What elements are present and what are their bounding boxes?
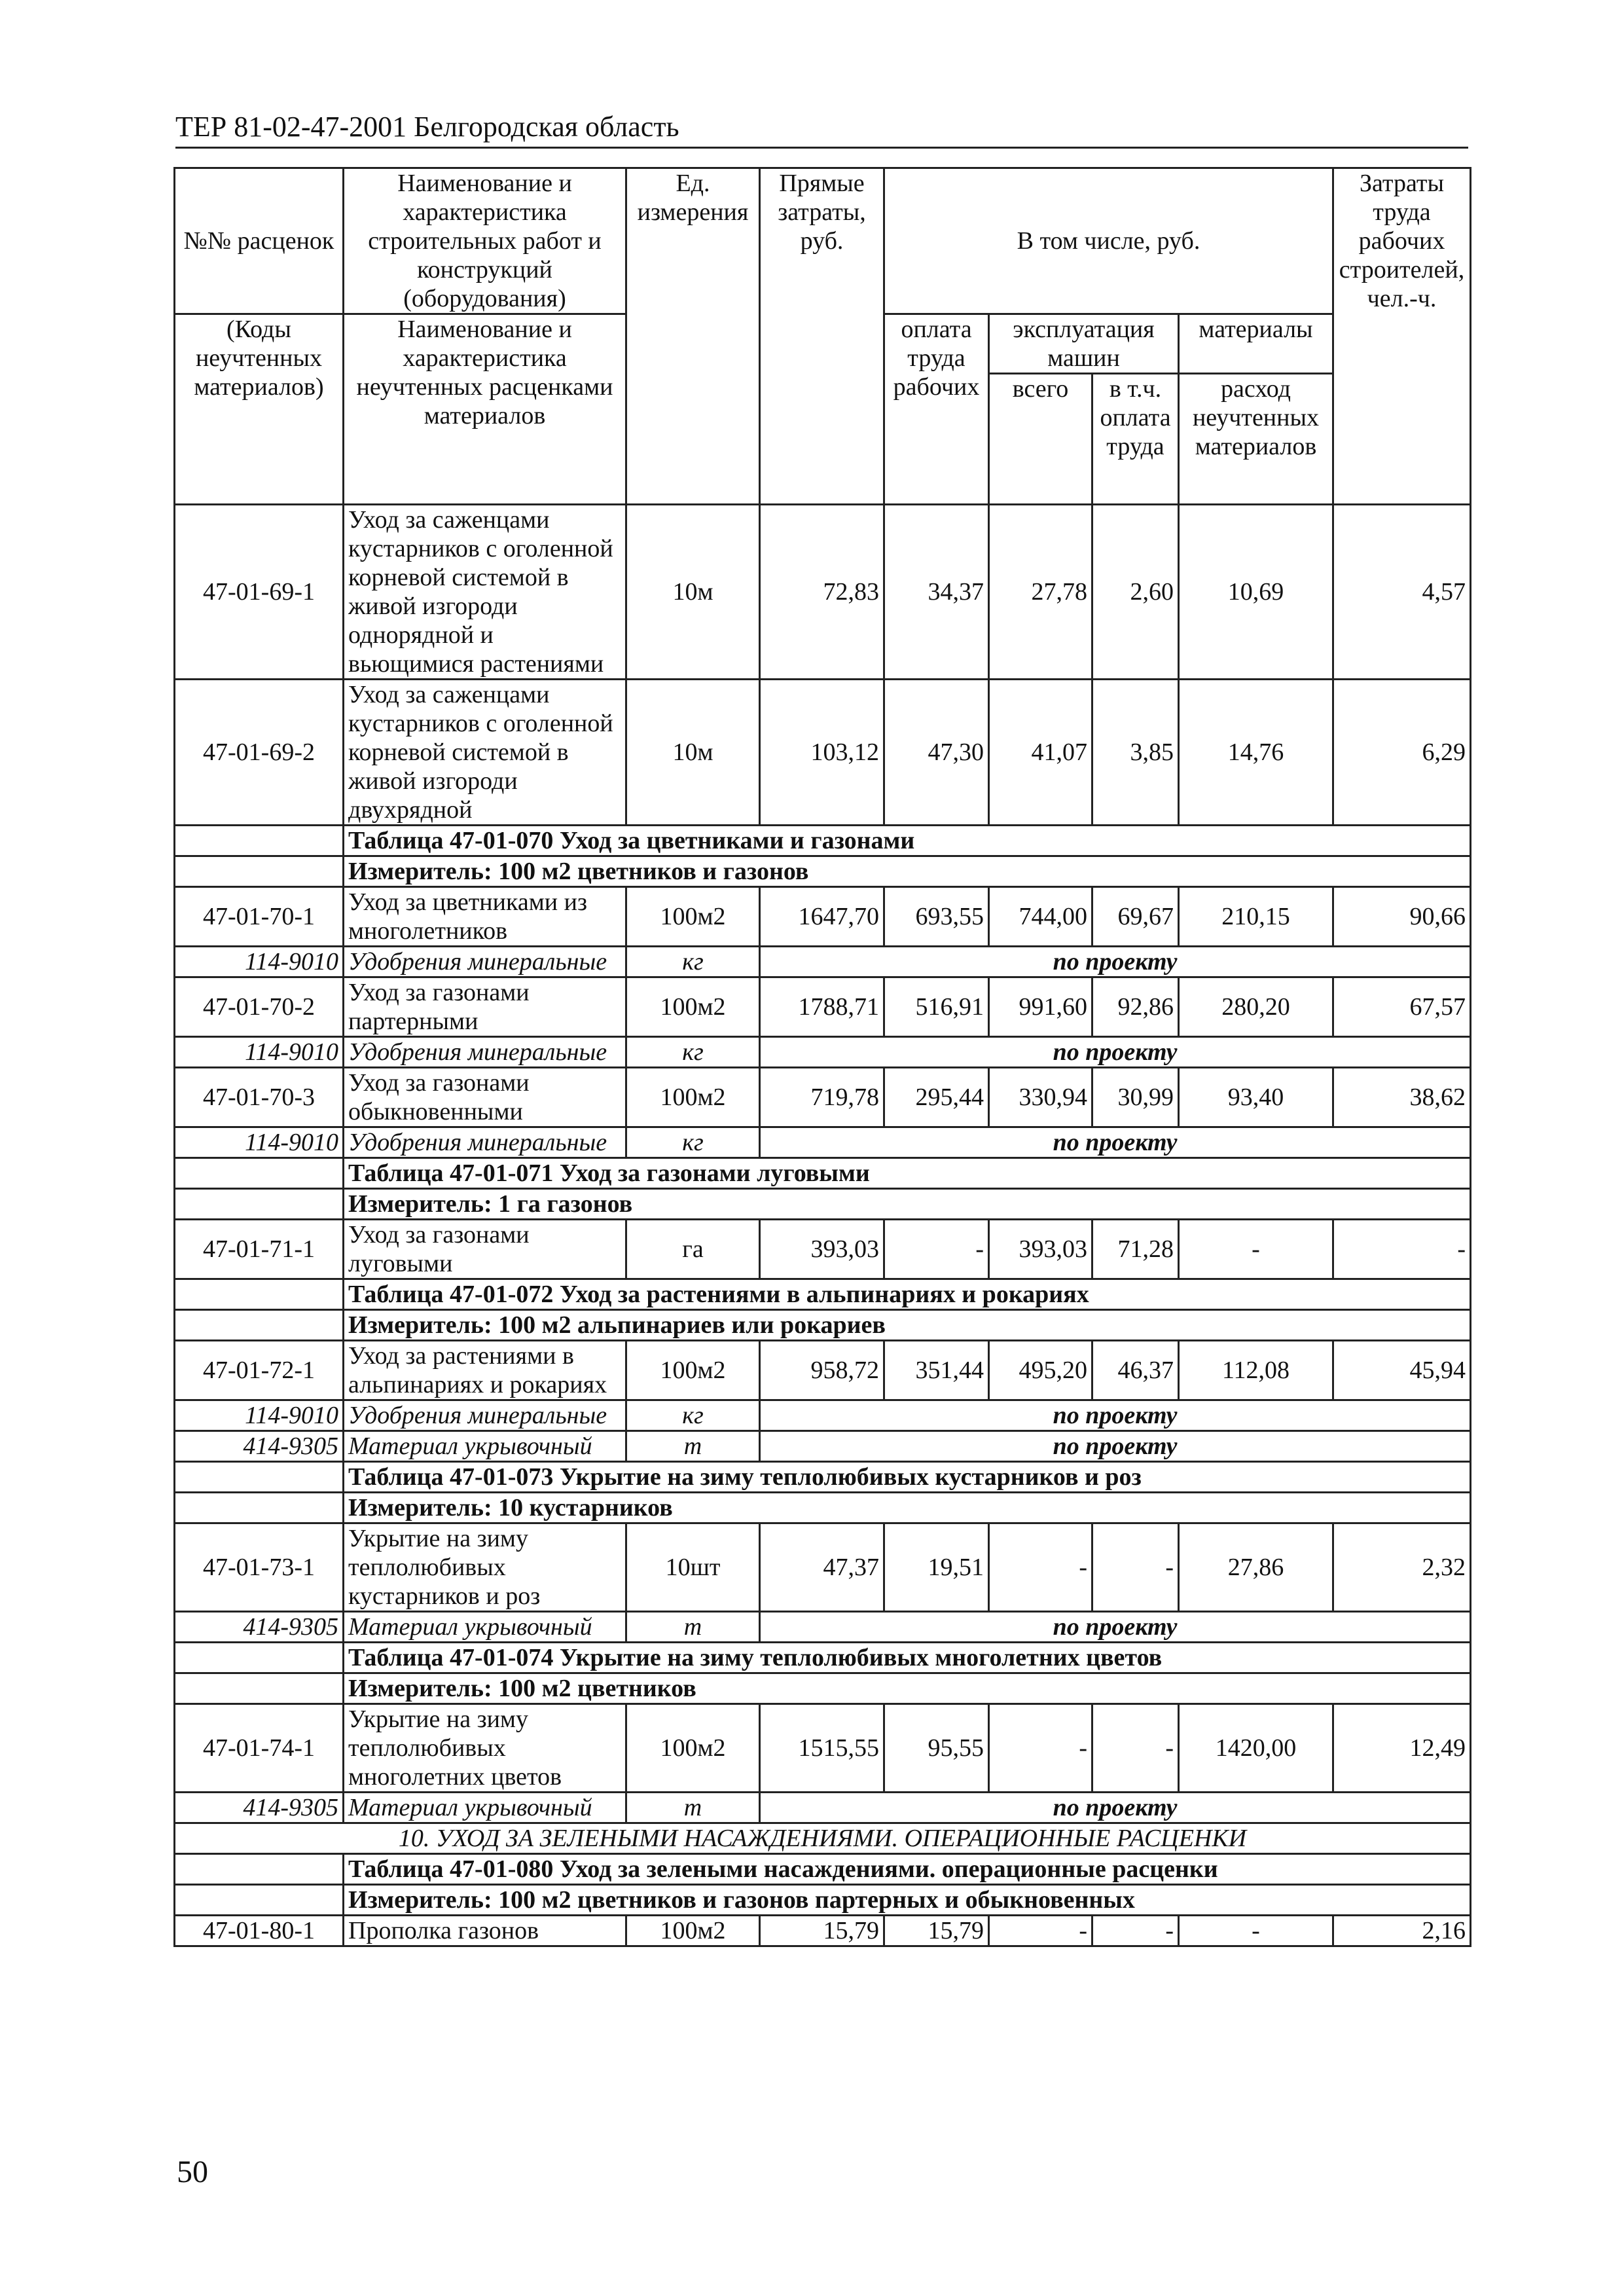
table-title-row: [175, 1279, 1471, 1310]
rate-machines-wage: 3,85: [1092, 680, 1179, 826]
material-code: 114-9010: [175, 1127, 344, 1158]
material-note: по проекту: [760, 1037, 1471, 1068]
rate-unit: 100м2: [626, 1341, 760, 1400]
rate-machines-wage: 92,86: [1092, 977, 1179, 1037]
rate-code: 47-01-70-1: [175, 887, 344, 947]
table-title: Таблица 47-01-070 Уход за цветниками и газонами: [344, 826, 1471, 856]
col-machines-wage-header: в т.ч. оплата труда: [1092, 374, 1179, 505]
material-note: по проекту: [760, 1431, 1471, 1462]
rate-row: [175, 1341, 1471, 1400]
rate-machines-wage: 46,37: [1092, 1341, 1179, 1400]
rate-materials: 14,76: [1179, 680, 1333, 826]
rate-materials: 112,08: [1179, 1341, 1333, 1400]
rate-name: Прополка газонов: [344, 1916, 626, 1946]
rate-direct-cost: 1788,71: [760, 977, 884, 1037]
rate-materials: 27,86: [1179, 1523, 1333, 1612]
rate-materials: 280,20: [1179, 977, 1333, 1037]
rate-direct-cost: 103,12: [760, 680, 884, 826]
empty-cell: [175, 1279, 344, 1310]
rate-machines: 41,07: [989, 680, 1092, 826]
rate-code: 47-01-74-1: [175, 1704, 344, 1793]
rate-labor: -: [1333, 1220, 1471, 1279]
material-note: по проекту: [760, 1400, 1471, 1431]
rate-code: 47-01-71-1: [175, 1220, 344, 1279]
col-wage-header: оплата труда рабочих: [884, 314, 989, 505]
rate-unit: 100м2: [626, 977, 760, 1037]
empty-cell: [175, 1310, 344, 1341]
section-title: 10. УХОД ЗА ЗЕЛЕНЫМИ НАСАЖДЕНИЯМИ. ОПЕРАЦИОННЫЕ РАСЦЕНКИ: [175, 1823, 1471, 1854]
table-title-row: [175, 1643, 1471, 1673]
measure-text: Измеритель: 100 м2 цветников и газонов партерных и обыкновенных: [344, 1885, 1471, 1916]
rate-row: [175, 1068, 1471, 1127]
rate-machines-wage: 30,99: [1092, 1068, 1179, 1127]
rate-name: Уход за саженцами кустарников с оголенной корневой системой в живой изгороди двухрядной: [344, 680, 626, 826]
empty-cell: [175, 1643, 344, 1673]
rate-name: Укрытие на зиму теплолюбивых многолетних цветов: [344, 1704, 626, 1793]
rate-code: 47-01-70-3: [175, 1068, 344, 1127]
col-materials-sub-header: расход неучтенных материалов: [1179, 374, 1333, 505]
rate-machines-wage: -: [1092, 1704, 1179, 1793]
rate-unit: га: [626, 1220, 760, 1279]
rate-machines-wage: -: [1092, 1523, 1179, 1612]
material-name: Материал укрывочный: [344, 1431, 626, 1462]
measure-row: [175, 1673, 1471, 1704]
rate-wage: 34,37: [884, 505, 989, 680]
material-name: Удобрения минеральные: [344, 1400, 626, 1431]
rate-row: [175, 680, 1471, 826]
material-unit: т: [626, 1612, 760, 1643]
col-code-sub-header: (Коды неучтенных материалов): [175, 314, 344, 505]
rate-direct-cost: 15,79: [760, 1916, 884, 1946]
rate-labor: 4,57: [1333, 505, 1471, 680]
rate-materials: 10,69: [1179, 505, 1333, 680]
rate-row: [175, 1523, 1471, 1612]
material-row: [175, 1431, 1471, 1462]
empty-cell: [175, 856, 344, 887]
table-title: Таблица 47-01-080 Уход за зелеными насаждениями. операционные расценки: [344, 1854, 1471, 1885]
material-unit: кг: [626, 1127, 760, 1158]
rate-name: Уход за саженцами кустарников с оголенной корневой системой в живой изгороди однорядной и вьющимися растениями: [344, 505, 626, 680]
material-name: Удобрения минеральные: [344, 1127, 626, 1158]
empty-cell: [175, 1885, 344, 1916]
rate-labor: 38,62: [1333, 1068, 1471, 1127]
rates-table: [173, 167, 1471, 1947]
rate-row: [175, 1704, 1471, 1793]
rate-machines: 27,78: [989, 505, 1092, 680]
rate-direct-cost: 719,78: [760, 1068, 884, 1127]
table-title: Таблица 47-01-071 Уход за газонами луговыми: [344, 1158, 1471, 1189]
rate-machines: -: [989, 1916, 1092, 1946]
material-code: 114-9010: [175, 947, 344, 977]
rate-row: [175, 505, 1471, 680]
rate-name: Укрытие на зиму теплолюбивых кустарников и роз: [344, 1523, 626, 1612]
rate-machines-wage: -: [1092, 1916, 1179, 1946]
section-row: [175, 1823, 1471, 1854]
table-title: Таблица 47-01-073 Укрытие на зиму теплолюбивых кустарников и роз: [344, 1462, 1471, 1493]
rate-labor: 6,29: [1333, 680, 1471, 826]
material-name: Материал укрывочный: [344, 1612, 626, 1643]
rate-code: 47-01-69-2: [175, 680, 344, 826]
rate-name: Уход за растениями в альпинариях и рокариях: [344, 1341, 626, 1400]
rate-code: 47-01-73-1: [175, 1523, 344, 1612]
col-unit-header: Ед. измерения: [626, 168, 760, 505]
col-name-sub-header: Наименование и характеристика неучтенных расценками материалов: [344, 314, 626, 505]
material-unit: кг: [626, 1400, 760, 1431]
rate-wage: 47,30: [884, 680, 989, 826]
rate-direct-cost: 958,72: [760, 1341, 884, 1400]
material-row: [175, 1037, 1471, 1068]
material-note: по проекту: [760, 947, 1471, 977]
material-code: 114-9010: [175, 1037, 344, 1068]
rate-unit: 100м2: [626, 1068, 760, 1127]
measure-text: Измеритель: 1 га газонов: [344, 1189, 1471, 1220]
page-header: ТЕР 81-02-47-2001 Белгородская область: [175, 110, 1468, 149]
rate-labor: 2,32: [1333, 1523, 1471, 1612]
rate-machines: -: [989, 1523, 1092, 1612]
rate-wage: 95,55: [884, 1704, 989, 1793]
rate-materials: -: [1179, 1916, 1333, 1946]
material-name: Удобрения минеральные: [344, 947, 626, 977]
empty-cell: [175, 1158, 344, 1189]
table-title-row: [175, 1854, 1471, 1885]
measure-text: Измеритель: 100 м2 цветников: [344, 1673, 1471, 1704]
material-row: [175, 1793, 1471, 1823]
material-unit: т: [626, 1793, 760, 1823]
rate-machines: 495,20: [989, 1341, 1092, 1400]
rate-unit: 100м2: [626, 1704, 760, 1793]
rate-labor: 90,66: [1333, 887, 1471, 947]
material-unit: т: [626, 1431, 760, 1462]
rate-labor: 12,49: [1333, 1704, 1471, 1793]
measure-row: [175, 1189, 1471, 1220]
rate-name: Уход за газонами партерными: [344, 977, 626, 1037]
rate-unit: 10м: [626, 680, 760, 826]
empty-cell: [175, 1493, 344, 1523]
material-row: [175, 947, 1471, 977]
rate-direct-cost: 1515,55: [760, 1704, 884, 1793]
empty-cell: [175, 1189, 344, 1220]
material-row: [175, 1612, 1471, 1643]
table-title: Таблица 47-01-074 Укрытие на зиму теплолюбивых многолетних цветов: [344, 1643, 1471, 1673]
rate-wage: 693,55: [884, 887, 989, 947]
col-machines-total-header: всего: [989, 374, 1092, 505]
rate-row: [175, 1916, 1471, 1946]
rate-labor: 2,16: [1333, 1916, 1471, 1946]
rate-materials: -: [1179, 1220, 1333, 1279]
measure-text: Измеритель: 100 м2 цветников и газонов: [344, 856, 1471, 887]
empty-cell: [175, 1673, 344, 1704]
rate-machines-wage: 69,67: [1092, 887, 1179, 947]
rate-row: [175, 1220, 1471, 1279]
material-unit: кг: [626, 947, 760, 977]
rate-materials: 1420,00: [1179, 1704, 1333, 1793]
rate-wage: 516,91: [884, 977, 989, 1037]
material-name: Материал укрывочный: [344, 1793, 626, 1823]
rate-materials: 93,40: [1179, 1068, 1333, 1127]
measure-row: [175, 1885, 1471, 1916]
rate-direct-cost: 47,37: [760, 1523, 884, 1612]
rate-direct-cost: 1647,70: [760, 887, 884, 947]
rate-code: 47-01-70-2: [175, 977, 344, 1037]
rate-unit: 10м: [626, 505, 760, 680]
col-code-header: №№ расценок: [175, 168, 344, 314]
rate-unit: 10шт: [626, 1523, 760, 1612]
table-title-row: [175, 826, 1471, 856]
table-title-row: [175, 1158, 1471, 1189]
measure-row: [175, 856, 1471, 887]
col-name-header: Наименование и характеристика строительных работ и конструкций (оборудования): [344, 168, 626, 314]
rate-machines: 744,00: [989, 887, 1092, 947]
rate-machines: 393,03: [989, 1220, 1092, 1279]
rate-code: 47-01-72-1: [175, 1341, 344, 1400]
rate-code: 47-01-69-1: [175, 505, 344, 680]
rate-unit: 100м2: [626, 887, 760, 947]
rate-machines: 991,60: [989, 977, 1092, 1037]
rate-machines: 330,94: [989, 1068, 1092, 1127]
page-number: 50: [177, 2155, 208, 2189]
material-note: по проекту: [760, 1793, 1471, 1823]
col-direct-header: Прямые затраты, руб.: [760, 168, 884, 505]
material-code: 414-9305: [175, 1612, 344, 1643]
material-code: 414-9305: [175, 1793, 344, 1823]
rate-row: [175, 977, 1471, 1037]
col-machines-header: эксплуатация машин: [989, 314, 1179, 374]
rate-wage: 19,51: [884, 1523, 989, 1612]
measure-text: Измеритель: 10 кустарников: [344, 1493, 1471, 1523]
measure-row: [175, 1310, 1471, 1341]
rate-row: [175, 887, 1471, 947]
material-name: Удобрения минеральные: [344, 1037, 626, 1068]
empty-cell: [175, 1462, 344, 1493]
rate-labor: 67,57: [1333, 977, 1471, 1037]
rate-wage: 295,44: [884, 1068, 989, 1127]
rate-name: Уход за газонами луговыми: [344, 1220, 626, 1279]
material-note: по проекту: [760, 1127, 1471, 1158]
material-unit: кг: [626, 1037, 760, 1068]
rate-wage: 15,79: [884, 1916, 989, 1946]
empty-cell: [175, 1854, 344, 1885]
material-code: 414-9305: [175, 1431, 344, 1462]
rate-direct-cost: 72,83: [760, 505, 884, 680]
measure-text: Измеритель: 100 м2 альпинариев или рокариев: [344, 1310, 1471, 1341]
material-code: 114-9010: [175, 1400, 344, 1431]
rate-machines-wage: 71,28: [1092, 1220, 1179, 1279]
empty-cell: [175, 826, 344, 856]
rate-machines-wage: 2,60: [1092, 505, 1179, 680]
rate-machines: -: [989, 1704, 1092, 1793]
rate-unit: 100м2: [626, 1916, 760, 1946]
rate-name: Уход за цветниками из многолетников: [344, 887, 626, 947]
rate-name: Уход за газонами обыкновенными: [344, 1068, 626, 1127]
rate-wage: -: [884, 1220, 989, 1279]
material-row: [175, 1400, 1471, 1431]
material-note: по проекту: [760, 1612, 1471, 1643]
material-row: [175, 1127, 1471, 1158]
rate-direct-cost: 393,03: [760, 1220, 884, 1279]
rate-labor: 45,94: [1333, 1341, 1471, 1400]
table-title: Таблица 47-01-072 Уход за растениями в альпинариях и рокариях: [344, 1279, 1471, 1310]
rate-code: 47-01-80-1: [175, 1916, 344, 1946]
rate-materials: 210,15: [1179, 887, 1333, 947]
rate-wage: 351,44: [884, 1341, 989, 1400]
col-including-header: В том числе, руб.: [884, 168, 1333, 314]
table-title-row: [175, 1462, 1471, 1493]
measure-row: [175, 1493, 1471, 1523]
col-labor-header: Затраты труда рабочих строителей, чел.-ч.: [1333, 168, 1471, 505]
col-materials-header: материалы: [1179, 314, 1333, 374]
